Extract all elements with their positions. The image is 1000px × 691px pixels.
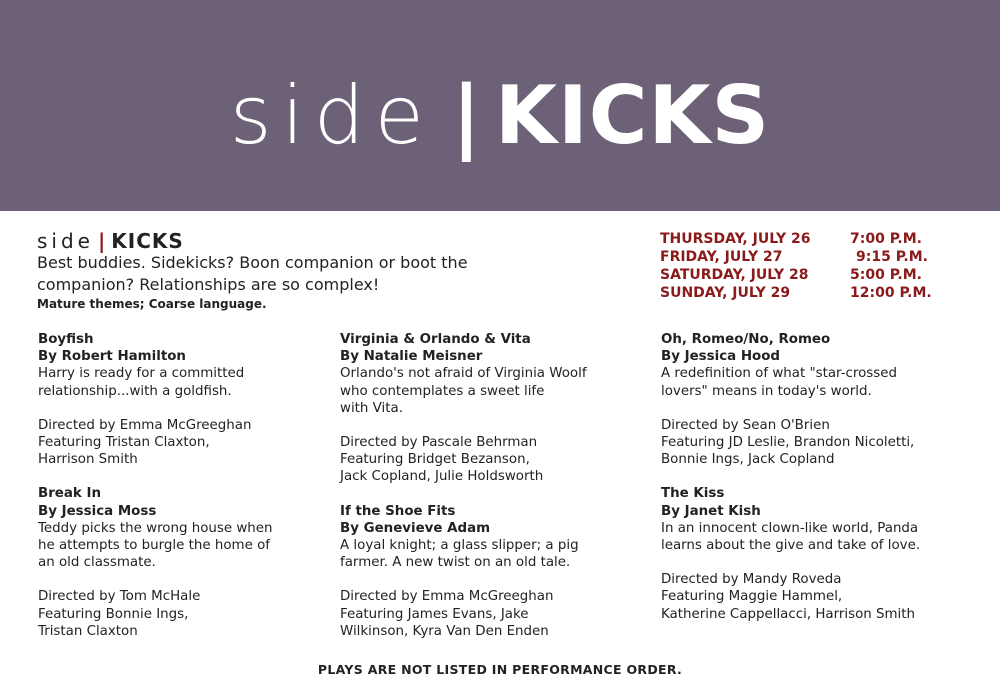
- banner-title-light: side: [229, 69, 434, 162]
- tagline: Best buddies. Sidekicks? Boon companion or boot the companion? Relationships are so complex!: [37, 253, 468, 294]
- content-warning: Mature themes; Coarse language.: [37, 297, 267, 311]
- play-author: By Jessica Hood: [661, 349, 781, 365]
- schedule-row: [660, 248, 960, 266]
- schedule-time: 5:00 P.M.: [850, 267, 922, 283]
- schedule-time: 12:00 P.M.: [850, 285, 932, 301]
- schedule-day: FRIDAY, JULY 27: [660, 249, 783, 265]
- credit-line: Featuring JD Leslie, Brandon Nicoletti,: [661, 435, 915, 451]
- schedule-time: 9:15 P.M.: [856, 249, 928, 265]
- description-line: who contemplates a sweet life: [340, 383, 545, 399]
- schedule: [660, 230, 960, 302]
- play-credits: [38, 417, 338, 469]
- description-line: Teddy picks the wrong house when: [38, 520, 273, 536]
- play-credits: [340, 588, 640, 640]
- description-line: farmer. A new twist on an old tale.: [340, 555, 571, 571]
- description-line: he attempts to burgle the home of: [38, 538, 270, 554]
- intro-title-bold: KICKS: [111, 229, 184, 253]
- plays-column-2: [340, 331, 640, 657]
- description-line: an old classmate.: [38, 555, 156, 571]
- title-banner: [0, 0, 1000, 211]
- play-description: [340, 537, 640, 571]
- play-author: By Robert Hamilton: [38, 349, 186, 365]
- credit-line: Directed by Emma McGreeghan: [340, 589, 554, 605]
- play-author: By Genevieve Adam: [340, 520, 491, 536]
- play-author: By Natalie Meisner: [340, 349, 483, 365]
- play-credits: [38, 588, 338, 640]
- play-title: Virginia & Orlando & Vita: [340, 332, 531, 347]
- play-entry: [38, 485, 338, 640]
- footer-note: PLAYS ARE NOT LISTED IN PERFORMANCE ORDER.: [317, 662, 683, 677]
- credit-line: Directed by Pascale Behrman: [340, 435, 538, 451]
- banner-title: [0, 68, 1000, 164]
- play-credits: [661, 571, 961, 623]
- intro-title-light: side: [37, 229, 94, 253]
- intro-title: [37, 230, 597, 252]
- credit-line: Harrison Smith: [38, 452, 138, 468]
- description-line: In an innocent clown-like world, Panda: [661, 520, 919, 536]
- schedule-row: [660, 266, 960, 284]
- description-line: with Vita.: [340, 400, 403, 416]
- play-title: The Kiss: [661, 486, 725, 502]
- credit-line: Featuring James Evans, Jake: [340, 606, 529, 622]
- play-description: [661, 520, 961, 554]
- description-line: A loyal knight; a glass slipper; a pig: [340, 538, 579, 554]
- credit-line: Directed by Emma McGreeghan: [38, 417, 252, 433]
- play-credits: [340, 434, 640, 486]
- schedule-day: SUNDAY, JULY 29: [660, 285, 791, 301]
- play-description: [340, 365, 640, 417]
- schedule-time: 7:00 P.M.: [850, 231, 922, 247]
- play-entry: [340, 503, 640, 640]
- credit-line: Featuring Bridget Bezanson,: [340, 452, 530, 468]
- credit-line: Featuring Tristan Claxton,: [38, 435, 210, 451]
- play-title: Break In: [38, 486, 102, 502]
- credit-line: Jack Copland, Julie Holdsworth: [340, 469, 544, 485]
- schedule-row: [660, 284, 960, 302]
- banner-title-bold: KICKS: [495, 69, 771, 162]
- description-line: relationship...with a goldfish.: [38, 383, 232, 399]
- credit-line: Tristan Claxton: [38, 623, 138, 639]
- credit-line: Featuring Maggie Hammel,: [661, 589, 843, 605]
- plays-column-3: [661, 331, 961, 640]
- description-line: Orlando's not afraid of Virginia Woolf: [340, 366, 587, 382]
- play-title: If the Shoe Fits: [340, 503, 456, 519]
- credit-line: Featuring Bonnie Ings,: [38, 606, 189, 622]
- description-line: A redefinition of what "star-crossed: [661, 366, 897, 382]
- description-line: lovers" means in today's world.: [661, 383, 872, 399]
- schedule-row: [660, 230, 960, 248]
- credit-line: Wilkinson, Kyra Van Den Enden: [340, 623, 549, 639]
- play-title: Boyfish: [38, 332, 94, 347]
- credit-line: Directed by Sean O'Brien: [661, 417, 830, 433]
- banner-title-bar: |: [451, 69, 482, 162]
- play-author: By Janet Kish: [661, 503, 761, 519]
- play-entry: [661, 485, 961, 622]
- schedule-day: SATURDAY, JULY 28: [660, 267, 809, 283]
- credit-line: Directed by Mandy Roveda: [661, 572, 842, 588]
- description-line: learns about the give and take of love.: [661, 538, 921, 554]
- credit-line: Directed by Tom McHale: [38, 589, 201, 605]
- play-author: By Jessica Moss: [38, 503, 157, 519]
- play-description: [661, 365, 961, 399]
- play-entry: [340, 331, 640, 486]
- credit-line: Bonnie Ings, Jack Copland: [661, 452, 835, 468]
- play-description: [38, 520, 338, 572]
- credit-line: Katherine Cappellacci, Harrison Smith: [661, 606, 916, 622]
- intro-title-bar: |: [97, 229, 106, 253]
- play-description: [38, 365, 338, 399]
- play-credits: [661, 417, 961, 469]
- description-line: Harry is ready for a committed: [38, 366, 245, 382]
- intro-section: [37, 230, 597, 312]
- play-title: Oh, Romeo/No, Romeo: [661, 332, 831, 347]
- plays-column-1: [38, 331, 338, 657]
- play-entry: [661, 331, 961, 468]
- play-entry: [38, 331, 338, 468]
- schedule-day: THURSDAY, JULY 26: [660, 231, 811, 247]
